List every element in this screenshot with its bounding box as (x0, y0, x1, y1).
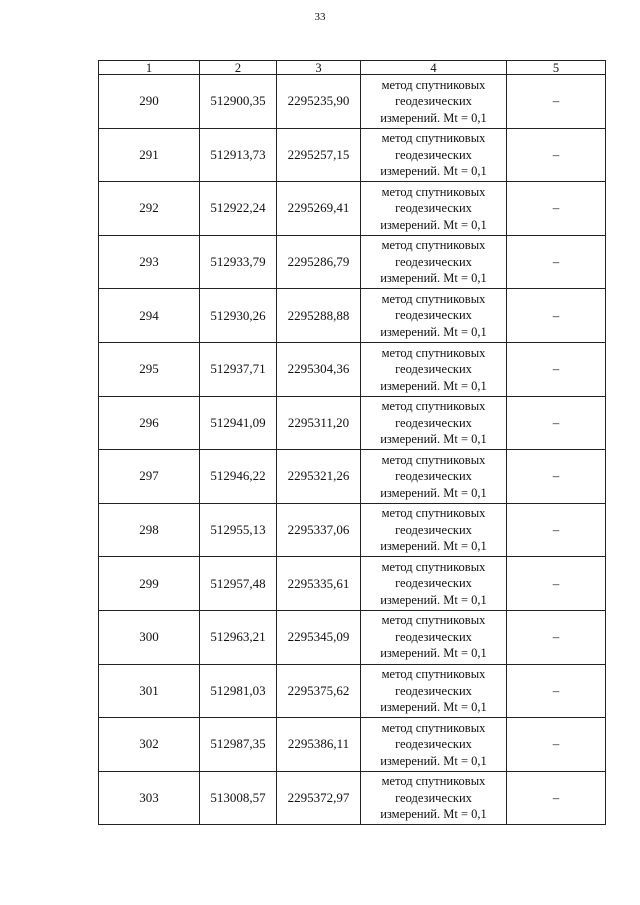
method-text-line: измерений. Mt = 0,1 (380, 432, 487, 447)
y-coordinate-cell: 2295269,41 (277, 182, 361, 236)
x-coordinate-cell: 512946,22 (200, 450, 277, 504)
y-coordinate-cell: 2295321,26 (277, 450, 361, 504)
point-number-cell: 298 (99, 503, 200, 557)
table-row (99, 503, 606, 557)
note-cell: – (507, 182, 606, 236)
method-text-line: метод спутниковых (381, 667, 486, 682)
method-text-line: измерений. Mt = 0,1 (380, 164, 487, 179)
table-row (99, 610, 606, 664)
method-text-line: измерений. Mt = 0,1 (380, 539, 487, 554)
point-number-cell: 296 (99, 396, 200, 450)
coordinates-table (98, 60, 606, 825)
method-cell (361, 557, 507, 611)
x-coordinate-cell: 512955,13 (200, 503, 277, 557)
method-text-line: геодезических (395, 469, 472, 484)
method-cell (361, 450, 507, 504)
x-coordinate-cell: 512913,73 (200, 128, 277, 182)
method-text-line: метод спутниковых (381, 131, 486, 146)
method-text-line: метод спутниковых (381, 184, 486, 199)
column-header-2: 2 (200, 61, 277, 75)
note-cell: – (507, 75, 606, 129)
method-text-line: измерений. Mt = 0,1 (380, 646, 487, 661)
point-number-cell: 292 (99, 182, 200, 236)
point-number-cell: 290 (99, 75, 200, 129)
table-body (99, 75, 606, 825)
note-cell: – (507, 718, 606, 772)
y-coordinate-cell: 2295386,11 (277, 718, 361, 772)
method-cell (361, 182, 507, 236)
note-cell: – (507, 128, 606, 182)
point-number-cell: 291 (99, 128, 200, 182)
point-number-cell: 299 (99, 557, 200, 611)
method-text-line: геодезических (395, 201, 472, 216)
y-coordinate-cell: 2295337,06 (277, 503, 361, 557)
method-text-line: геодезических (395, 147, 472, 162)
y-coordinate-cell: 2295288,88 (277, 289, 361, 343)
column-header-5: 5 (507, 61, 606, 75)
note-cell: – (507, 450, 606, 504)
method-text-line: метод спутниковых (381, 506, 486, 521)
method-text-line: метод спутниковых (381, 238, 486, 253)
method-text-line: геодезических (395, 254, 472, 269)
note-cell: – (507, 235, 606, 289)
x-coordinate-cell: 513008,57 (200, 771, 277, 825)
method-cell (361, 664, 507, 718)
table-row (99, 235, 606, 289)
note-cell: – (507, 503, 606, 557)
method-cell (361, 128, 507, 182)
note-cell: – (507, 557, 606, 611)
method-text-line: метод спутниковых (381, 559, 486, 574)
method-cell (361, 771, 507, 825)
y-coordinate-cell: 2295345,09 (277, 610, 361, 664)
table-row (99, 396, 606, 450)
table-row (99, 771, 606, 825)
x-coordinate-cell: 512963,21 (200, 610, 277, 664)
table-row (99, 128, 606, 182)
method-cell (361, 396, 507, 450)
y-coordinate-cell: 2295235,90 (277, 75, 361, 129)
table-row (99, 664, 606, 718)
method-text-line: измерений. Mt = 0,1 (380, 700, 487, 715)
method-text-line: метод спутниковых (381, 345, 486, 360)
method-text-line: метод спутниковых (381, 774, 486, 789)
method-cell (361, 503, 507, 557)
note-cell: – (507, 664, 606, 718)
method-text-line: метод спутниковых (381, 452, 486, 467)
x-coordinate-cell: 512981,03 (200, 664, 277, 718)
x-coordinate-cell: 512941,09 (200, 396, 277, 450)
method-text-line: геодезических (395, 308, 472, 323)
method-text-line: геодезических (395, 683, 472, 698)
x-coordinate-cell: 512922,24 (200, 182, 277, 236)
table-row (99, 718, 606, 772)
method-text-line: измерений. Mt = 0,1 (380, 378, 487, 393)
method-text-line: измерений. Mt = 0,1 (380, 217, 487, 232)
method-text-line: геодезических (395, 362, 472, 377)
x-coordinate-cell: 512900,35 (200, 75, 277, 129)
point-number-cell: 295 (99, 342, 200, 396)
point-number-cell: 297 (99, 450, 200, 504)
method-text-line: измерений. Mt = 0,1 (380, 807, 487, 822)
table-row (99, 342, 606, 396)
column-header-1: 1 (99, 61, 200, 75)
column-header-4: 4 (361, 61, 507, 75)
x-coordinate-cell: 512930,26 (200, 289, 277, 343)
method-cell (361, 235, 507, 289)
method-text-line: измерений. Mt = 0,1 (380, 753, 487, 768)
y-coordinate-cell: 2295257,15 (277, 128, 361, 182)
note-cell: – (507, 771, 606, 825)
method-text-line: геодезических (395, 576, 472, 591)
note-cell: – (507, 289, 606, 343)
note-cell: – (507, 610, 606, 664)
column-header-3: 3 (277, 61, 361, 75)
method-text-line: геодезических (395, 94, 472, 109)
table-row (99, 450, 606, 504)
method-cell (361, 610, 507, 664)
method-text-line: метод спутниковых (381, 720, 486, 735)
method-cell (361, 342, 507, 396)
method-text-line: геодезических (395, 790, 472, 805)
method-cell (361, 75, 507, 129)
note-cell: – (507, 396, 606, 450)
method-text-line: геодезических (395, 737, 472, 752)
point-number-cell: 303 (99, 771, 200, 825)
x-coordinate-cell: 512937,71 (200, 342, 277, 396)
header-row (99, 61, 606, 75)
method-text-line: геодезических (395, 415, 472, 430)
point-number-cell: 300 (99, 610, 200, 664)
method-text-line: измерений. Mt = 0,1 (380, 110, 487, 125)
method-text-line: геодезических (395, 629, 472, 644)
table-row (99, 289, 606, 343)
table-row (99, 75, 606, 129)
y-coordinate-cell: 2295372,97 (277, 771, 361, 825)
note-cell: – (507, 342, 606, 396)
method-text-line: измерений. Mt = 0,1 (380, 271, 487, 286)
x-coordinate-cell: 512957,48 (200, 557, 277, 611)
y-coordinate-cell: 2295286,79 (277, 235, 361, 289)
table-row (99, 182, 606, 236)
method-text-line: метод спутниковых (381, 291, 486, 306)
method-text-line: метод спутниковых (381, 77, 486, 92)
point-number-cell: 293 (99, 235, 200, 289)
method-cell (361, 289, 507, 343)
y-coordinate-cell: 2295311,20 (277, 396, 361, 450)
method-text-line: измерений. Mt = 0,1 (380, 485, 487, 500)
x-coordinate-cell: 512933,79 (200, 235, 277, 289)
y-coordinate-cell: 2295335,61 (277, 557, 361, 611)
method-cell (361, 718, 507, 772)
point-number-cell: 294 (99, 289, 200, 343)
method-text-line: измерений. Mt = 0,1 (380, 592, 487, 607)
method-text-line: метод спутниковых (381, 613, 486, 628)
method-text-line: измерений. Mt = 0,1 (380, 324, 487, 339)
point-number-cell: 301 (99, 664, 200, 718)
y-coordinate-cell: 2295304,36 (277, 342, 361, 396)
method-text-line: геодезических (395, 522, 472, 537)
x-coordinate-cell: 512987,35 (200, 718, 277, 772)
table-row (99, 557, 606, 611)
page-number: 33 (314, 11, 326, 23)
y-coordinate-cell: 2295375,62 (277, 664, 361, 718)
method-text-line: метод спутниковых (381, 399, 486, 414)
point-number-cell: 302 (99, 718, 200, 772)
